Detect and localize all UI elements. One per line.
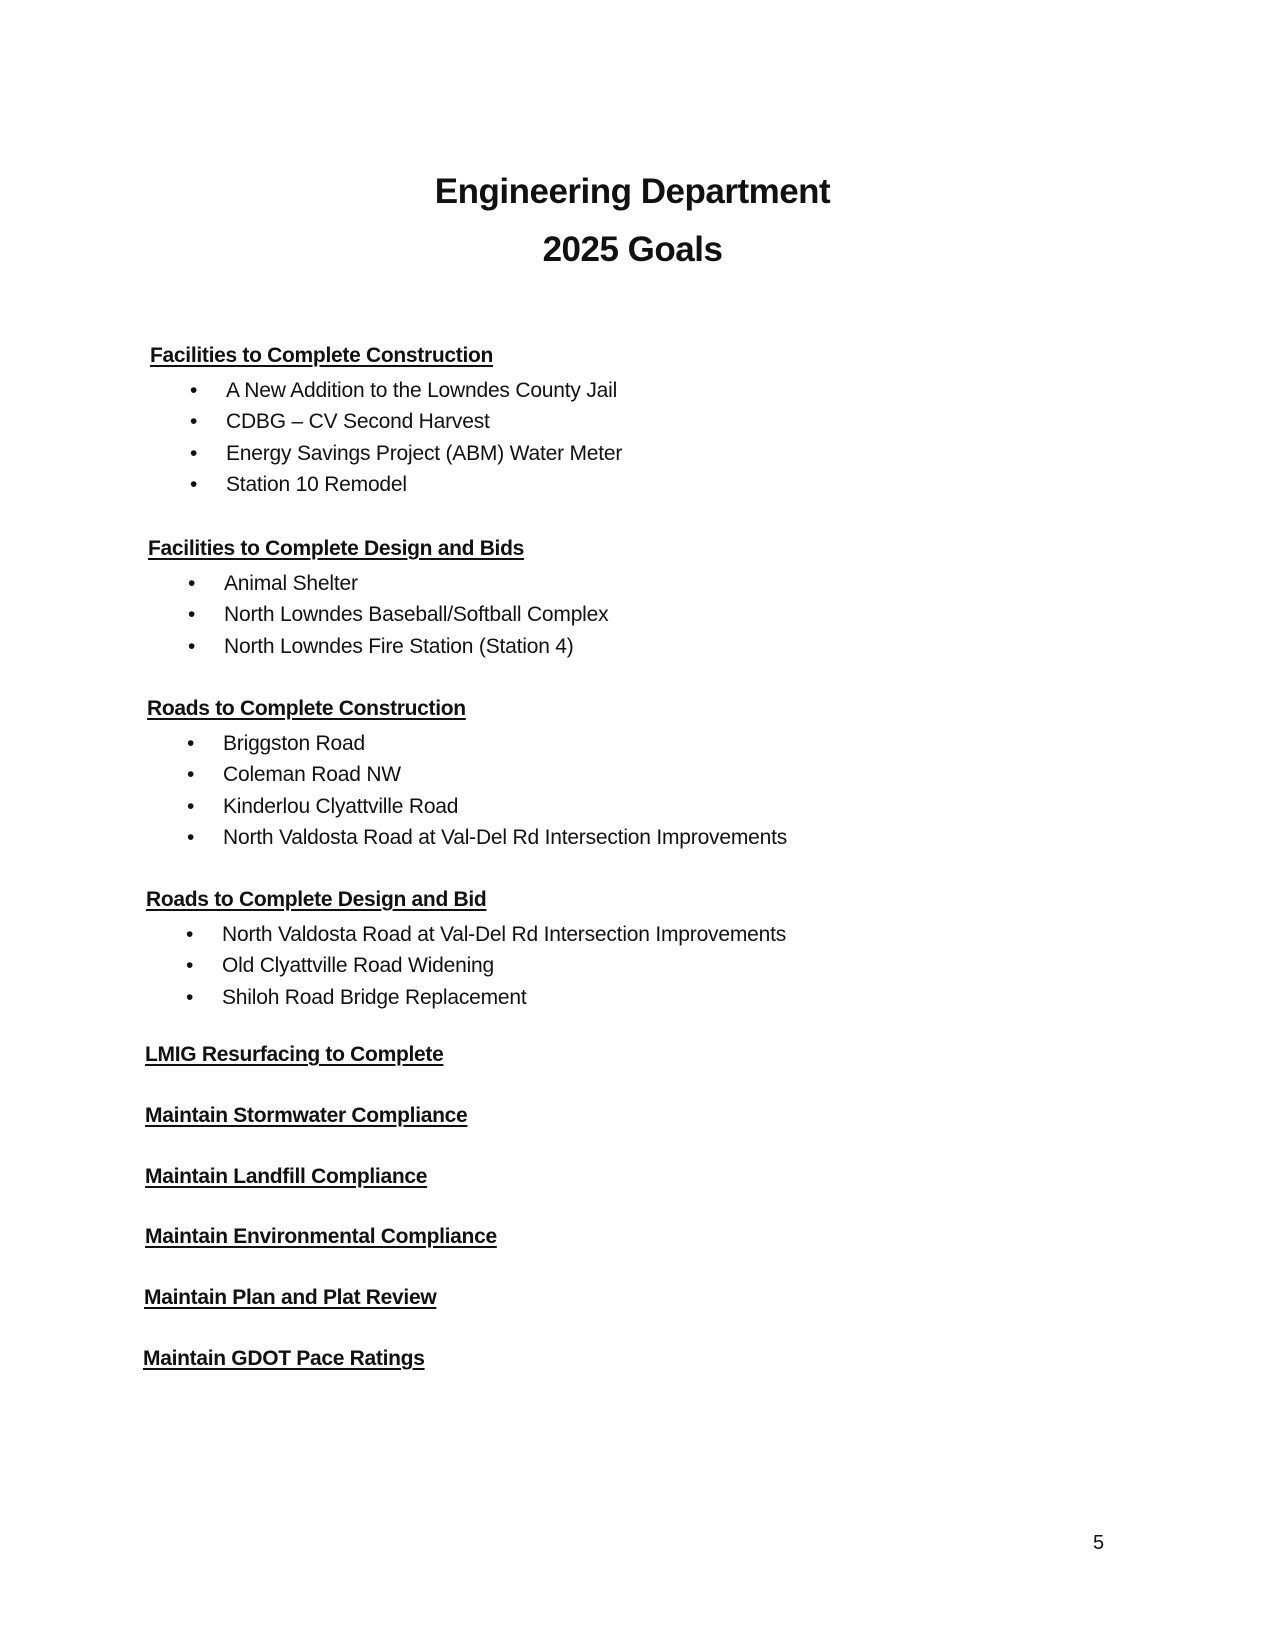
list-item-text: Station 10 Remodel	[226, 473, 407, 497]
list-item	[148, 568, 608, 599]
list-item	[150, 406, 622, 437]
section-heading: Maintain Plan and Plat Review	[144, 1286, 437, 1309]
bullet-icon: •	[188, 572, 196, 595]
section-heading: Maintain GDOT Pace Ratings	[143, 1347, 425, 1370]
page-title: Engineering Department	[434, 172, 831, 211]
list-item-text: CDBG – CV Second Harvest	[226, 410, 490, 434]
bullet-icon: •	[190, 473, 198, 497]
bullet-icon: •	[188, 603, 196, 627]
goal-section	[145, 1224, 497, 1250]
bullet-list	[146, 919, 786, 1013]
list-item-text: Briggston Road	[223, 732, 365, 755]
bullet-icon: •	[187, 763, 195, 787]
list-item-text: Animal Shelter	[224, 572, 358, 595]
page-subtitle: 2025 Goals	[542, 230, 723, 269]
list-item	[150, 438, 622, 469]
list-item-text: Shiloh Road Bridge Replacement	[222, 985, 527, 1009]
bullet-list	[148, 568, 608, 662]
bullet-icon: •	[187, 732, 195, 755]
list-item-text: Energy Savings Project (ABM) Water Meter	[226, 441, 623, 465]
goal-section	[146, 887, 786, 1013]
list-item	[147, 822, 787, 853]
list-item-text: North Valdosta Road at Val-Del Rd Intersection Improvements	[222, 923, 787, 946]
list-item	[146, 919, 786, 950]
list-item-text: A New Addition to the Lowndes County Jail	[226, 379, 618, 402]
goal-section	[148, 536, 608, 662]
list-item-text: North Valdosta Road at Val-Del Rd Intersection Improvements	[223, 826, 788, 850]
list-item	[146, 982, 786, 1013]
list-item	[147, 759, 787, 790]
bullet-icon: •	[190, 441, 198, 465]
goal-section	[145, 1103, 467, 1129]
bullet-icon: •	[188, 634, 196, 658]
list-item-text: Kinderlou Clyattville Road	[223, 794, 459, 818]
list-item	[147, 791, 787, 822]
list-item	[148, 599, 608, 630]
list-item	[147, 728, 787, 759]
list-item-text: Coleman Road NW	[223, 763, 401, 787]
section-heading: Facilities to Complete Design and Bids	[148, 537, 525, 560]
list-item-text: North Lowndes Fire Station (Station 4)	[224, 634, 574, 658]
list-item-text: North Lowndes Baseball/Softball Complex	[224, 603, 609, 627]
goal-section	[144, 1285, 436, 1311]
bullet-icon: •	[187, 794, 195, 818]
bullet-icon: •	[190, 379, 198, 402]
list-item	[146, 950, 786, 981]
section-heading: LMIG Resurfacing to Complete	[145, 1043, 444, 1066]
bullet-icon: •	[187, 826, 195, 850]
section-heading: Maintain Landfill Compliance	[145, 1165, 428, 1188]
goal-section	[143, 1346, 425, 1372]
section-heading: Roads to Complete Construction	[147, 697, 466, 720]
list-item	[148, 631, 608, 662]
goal-section	[147, 696, 787, 854]
bullet-icon: •	[186, 954, 194, 978]
bullet-icon: •	[186, 985, 194, 1009]
goal-section	[145, 1164, 427, 1190]
list-item	[150, 375, 622, 406]
goal-section	[150, 343, 622, 501]
list-item-text: Old Clyattville Road Widening	[222, 954, 494, 978]
bullet-icon: •	[186, 923, 194, 946]
section-heading: Maintain Stormwater Compliance	[145, 1104, 468, 1127]
goal-section	[145, 1042, 443, 1068]
section-heading: Maintain Environmental Compliance	[145, 1225, 497, 1248]
bullet-list	[147, 728, 787, 854]
section-heading: Roads to Complete Design and Bid	[146, 888, 487, 911]
page-number: 5	[1093, 1532, 1105, 1554]
bullet-list	[150, 375, 622, 501]
list-item	[150, 469, 622, 500]
section-heading: Facilities to Complete Construction	[150, 344, 494, 367]
bullet-icon: •	[190, 410, 198, 434]
